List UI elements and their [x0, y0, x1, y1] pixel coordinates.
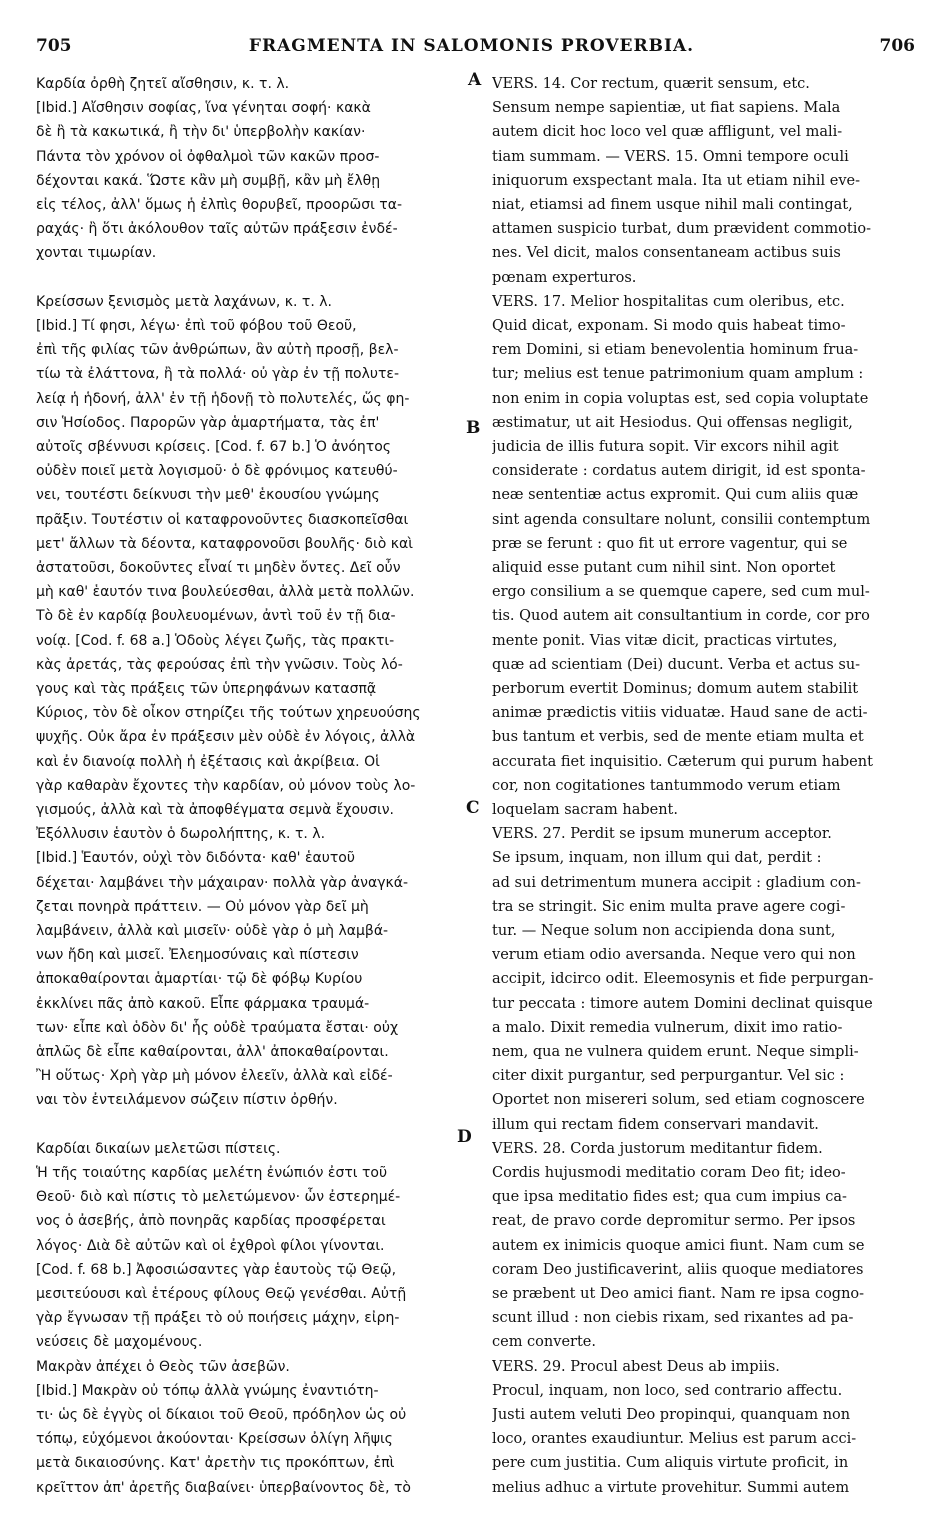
greek-text-line: τίω τὰ ἐλάττονα, ἢ τὰ πολλά· οὐ γὰρ ἐν τῇ πολυτε-	[36, 366, 400, 383]
greek-text-line: των· εἶπε καὶ ὁδὸν δι' ἧς οὐδὲ τραύματα ἔσται· οὐχ	[36, 1019, 399, 1036]
page-number-left: 705	[36, 36, 72, 56]
latin-text-line: citer dixit purgantur, sed perpurgantur. Vel sic :	[492, 1068, 845, 1085]
latin-text-line: considerate : cordatus autem dirigit, id est sponta-	[492, 463, 866, 480]
latin-text-line: perborum evertit Dominus; domum autem stabilit	[492, 681, 859, 697]
greek-text-line: Πάντα τὸν χρόνον οἱ ὀφθαλμοὶ τῶν κακῶν προσ-	[36, 148, 380, 165]
greek-text-line: ἐπὶ τῆς φιλίας τῶν ἀνθρώπων, ἂν αὐτὴ προσῇ, βελ-	[36, 342, 399, 359]
latin-text-line: attamen suspicio turbat, dum prævident commotio-	[492, 221, 871, 238]
greek-text-line: γους καὶ τὰς πράξεις τῶν ὑπερηφάνων κατασπᾷ	[36, 681, 377, 697]
greek-text-line: δέχεται· λαμβάνει τὴν μάχαιραν· πολλὰ γὰρ ἀναγκά-	[36, 874, 409, 891]
latin-text-line: VERS. 29. Procul abest Deus ab impiis.	[492, 1358, 780, 1375]
greek-text-line: γὰρ ἔγνωσαν τῇ πράξει τὸ οὐ ποιήσεις μάχην, εἰρη-	[36, 1310, 400, 1327]
latin-text-line: scunt illud : non ciebis rixam, sed rixantes ad pa-	[492, 1310, 854, 1327]
greek-text-line: χονται τιμωρίαν.	[36, 245, 157, 262]
greek-text-line: μετ' ἄλλων τὰ δέοντα, καταφρονοῦσι βουλῆς· διὸ καὶ	[36, 535, 413, 552]
latin-text-line: animæ prædictis vitiis viduatæ. Haud sane de acti-	[492, 705, 868, 722]
latin-text-line: Sensum nempe sapientiæ, ut fiat sapiens. Mala	[492, 100, 841, 117]
greek-text-line: [Ibid.] Αἴσθησιν σοφίας, ἵνα γένηται σοφή· κακὰ	[36, 100, 371, 117]
latin-text-line: que ipsa meditatio fides est; qua cum impius ca-	[492, 1189, 847, 1206]
latin-text-line: reat, de pravo corde depromitur sermo. Per ipsos	[492, 1213, 856, 1230]
greek-text-line: ἁπλῶς δὲ εἶπε καθαίρονται, ἀλλ' ἀποκαθαίρονται.	[36, 1044, 389, 1060]
greek-text-line: μὴ καθ' ἑαυτόν τινα βουλεύεσθαι, ἀλλὰ μετὰ πολλῶν.	[36, 584, 415, 601]
greek-text-line: Θεοῦ· διὸ καὶ πίστις τὸ μελετώμενον· ὧν ἐστερημέ-	[36, 1189, 401, 1206]
greek-text-line: [Ibid.] Ἑαυτόν, οὐχὶ τὸν διδόντα· καθ' ἑαυτοῦ	[36, 850, 355, 867]
greek-text-line: τόπῳ, εὐχόμενοι ἀκούονται· Κρείσσων ὀλίγη λῆψις	[36, 1431, 393, 1448]
latin-text-line: cor, non cogitationes tantummodo verum etiam	[492, 777, 841, 794]
latin-text-line: illum qui rectam fidem conservari mandavit.	[492, 1116, 819, 1133]
latin-text-line: iniquorum exspectant mala. Ita ut etiam nihil eve-	[492, 172, 861, 189]
section-marker-b: B	[466, 418, 481, 438]
greek-text-line: λόγος· Διὰ δὲ αὐτῶν καὶ οἱ ἐχθροὶ φίλοι γίνονται.	[36, 1237, 385, 1254]
latin-text-line: mente ponit. Vias vitæ dicit, practicas virtutes,	[492, 632, 838, 649]
latin-text-line: verum etiam odio aversanda. Neque vero qui non	[492, 947, 856, 964]
greek-text-line: Καρδίαι δικαίων μελετῶσι πίστεις.	[36, 1140, 281, 1157]
latin-text-line: præ se ferunt : quo fit ut errore vagentur, qui se	[492, 535, 848, 552]
latin-text-line: coram Deo justificaverint, aliis quoque mediatores	[492, 1261, 864, 1278]
greek-text-line: κὰς ἀρετάς, τὰς φερούσας ἐπὶ τὴν γνῶσιν. Τοὺς λό-	[36, 656, 403, 673]
latin-text-line: Quid dicat, exponam. Si modo quis habeat timo-	[492, 318, 846, 334]
greek-text-line: μετὰ δικαιοσύνης. Κατ' ἀρετὴν τις προκόπτων, ἐπὶ	[36, 1455, 395, 1472]
greek-text-line: νεύσεις δὲ μαχομένους.	[36, 1334, 203, 1351]
greek-text-line: Ἡ τῆς τοιαύτης καρδίας μελέτη ἐνώπιόν ἐστι τοῦ	[36, 1165, 388, 1181]
greek-text-line: αὐτοῖς σβέννυσι κρίσεις. [Cod. f. 67 b.] Ὁ ἀνόητος	[36, 439, 392, 455]
greek-text-line: τι· ὡς δὲ ἐγγὺς οἱ δίκαιοι τοῦ Θεοῦ, πρόδηλον ὡς οὐ	[36, 1407, 407, 1423]
greek-text-line: ἀστατοῦσι, δοκοῦντες εἶναί τι μηδὲν ὄντες. Δεῖ οὖν	[36, 560, 401, 576]
section-marker-c: C	[466, 798, 480, 818]
latin-text-line: Justi autem veluti Deo propinqui, quanquam non	[492, 1407, 851, 1423]
section-marker-d: D	[457, 1127, 472, 1147]
latin-text-line: loquelam sacram habent.	[492, 802, 678, 818]
latin-text-line: non enim in copia voluptas est, sed copia voluptate	[492, 390, 869, 407]
greek-text-line: [Ibid.] Τί φησι, λέγω· ἐπὶ τοῦ φόβου τοῦ Θεοῦ,	[36, 318, 357, 334]
greek-text-line: ναι τὸν ἐντειλάμενον σώζειν πίστιν ὀρθήν.	[36, 1092, 338, 1109]
greek-text-line: Ἐξόλλυσιν ἑαυτὸν ὁ δωρολήπτης, κ. τ. λ.	[36, 826, 326, 843]
greek-text-line: Καρδία ὀρθὴ ζητεῖ αἴσθησιν, κ. τ. λ.	[36, 76, 290, 92]
greek-text-line: Ἢ οὕτως· Χρὴ γὰρ μὴ μόνον ἐλεεῖν, ἀλλὰ καὶ εἰδέ-	[36, 1068, 393, 1085]
greek-text-line: Τὸ δὲ ἐν καρδίᾳ βουλευομένων, ἀντὶ τοῦ ἐν τῇ δια-	[36, 608, 396, 625]
latin-text-line: niat, etiamsi ad finem usque nihil mali contingat,	[492, 197, 853, 213]
latin-text-line: neæ sententiæ actus expromit. Qui cum aliis quæ	[492, 487, 859, 504]
latin-text-line: VERS. 14. Cor rectum, quærit sensum, etc.	[492, 76, 810, 92]
greek-text-line: εἰς τέλος, ἀλλ' ὅμως ἡ ἐλπὶς θορυβεῖ, προορῶσι τα-	[36, 197, 402, 213]
latin-text-line: VERS. 17. Melior hospitalitas cum oleribus, etc.	[492, 293, 845, 310]
greek-text-line: καὶ ἐν διανοίᾳ πολλὴ ἡ ἐξέτασις καὶ ἀκρίβεια. Οἱ	[36, 753, 380, 770]
latin-text-line: tur; melius est tenue patrimonium quam amplum :	[492, 366, 864, 383]
greek-text-line: γὰρ καθαρὰν ἔχοντες τὴν καρδίαν, οὐ μόνον τοὺς λο-	[36, 777, 416, 794]
latin-text-line: accurata fiet inquisitio. Cæterum qui purum habent	[492, 753, 873, 770]
latin-text-line: tiam summam. — VERS. 15. Omni tempore oculi	[492, 148, 849, 165]
page-header	[0, 36, 943, 60]
latin-text-line: judicia de illis futura sopit. Vir excors nihil agit	[492, 439, 839, 455]
greek-text-line: πρᾶξιν. Τουτέστιν οἱ καταφρονοῦντες διασκοπεῖσθαι	[36, 511, 409, 528]
latin-text-line: nem, qua ne vulnera quidem erunt. Neque simpli-	[492, 1044, 859, 1060]
latin-text-line: pœnam experturos.	[492, 269, 637, 286]
latin-text-line: melius adhuc a virtute provehitur. Summi autem	[492, 1479, 850, 1496]
greek-text-line: οὐδὲν ποιεῖ μετὰ λογισμοῦ· ὁ δὲ φρόνιμος κατευθύ-	[36, 463, 398, 480]
greek-text-line: σιν Ἡσίοδος. Παρορῶν γὰρ ἁμαρτήματα, τὰς ἐπ'	[36, 414, 380, 431]
latin-text-line: cem converte.	[492, 1334, 596, 1351]
latin-text-line: rem Domini, si etiam benevolentia hominum frua-	[492, 342, 859, 359]
greek-text-line: λαμβάνειν, ἀλλὰ καὶ μισεῖν· οὐδὲ γὰρ ὁ μὴ λαμβά-	[36, 923, 389, 939]
latin-text-line: tra se stringit. Sic enim multa prave agere cogi-	[492, 898, 846, 915]
latin-text-line: autem dicit hoc loco vel quæ affligunt, vel mali-	[492, 124, 843, 141]
latin-text-line: bus tantum et verbis, sed de mente etiam multa et	[492, 729, 864, 746]
section-marker-a: A	[468, 70, 482, 90]
latin-text-line: Procul, inquam, non loco, sed contrario affectu.	[492, 1382, 843, 1399]
greek-text-line: ἐκκλίνει πᾶς ἀπὸ κακοῦ. Εἶπε φάρμακα τραυμά-	[36, 995, 370, 1012]
greek-text-line: γισμούς, ἀλλὰ καὶ τὰ ἀποφθέγματα σεμνὰ ἔχουσιν.	[36, 802, 395, 818]
latin-text-line: VERS. 28. Corda justorum meditantur fidem.	[492, 1140, 823, 1157]
greek-text-line: ραχάς· ἢ ὅτι ἀκόλουθον ταῖς αὐτῶν πράξεσιν ἐνδέ-	[36, 221, 398, 238]
latin-text-line: aliquid esse putant cum nihil sint. Non oportet	[492, 560, 836, 576]
latin-text-line: Se ipsum, inquam, non illum qui dat, perdit :	[492, 850, 822, 867]
greek-text-line: Κύριος, τὸν δὲ οἶκον στηρίζει τῆς τούτων χηρευούσης	[36, 705, 421, 722]
latin-text-line: se præbent ut Deo amici fiant. Nam re ipsa cogno-	[492, 1286, 865, 1302]
greek-text-line: δέχονται κακά. Ὥστε κἂν μὴ συμβῇ, κἂν μὴ ἔλθῃ	[36, 172, 381, 189]
latin-text-line: sint agenda consultare nolunt, consilii contemptum	[492, 511, 871, 528]
running-title: FRAGMENTA IN SALOMONIS PROVERBIA.	[248, 36, 695, 56]
greek-text-line: κρεῖττον ἀπ' ἀρετῆς διαβαίνει· ὑπερβαίνοντος δὲ, τὸ	[36, 1479, 411, 1496]
latin-text-line: nes. Vel dicit, malos consentaneam actibus suis	[492, 245, 841, 262]
latin-text-line: accipit, idcirco odit. Eleemosynis et fide perpurgan-	[492, 971, 874, 988]
latin-text-line: tur. — Neque solum non accipienda dona sunt,	[492, 923, 836, 939]
greek-text-line: [Ibid.] Μακρὰν οὐ τόπῳ ἀλλὰ γνώμης ἐναντιότη-	[36, 1382, 379, 1399]
latin-text-line: ad sui detrimentum munera accipit : gladium con-	[492, 874, 861, 891]
page-number-right: 706	[879, 36, 915, 56]
latin-text-line: æstimatur, ut ait Hesiodus. Qui offensas negligit,	[492, 414, 853, 431]
greek-text-line: ἀποκαθαίρονται ἁμαρτίαι· τῷ δὲ φόβῳ Κυρίου	[36, 971, 363, 988]
latin-text-line: tis. Quod autem ait consultantium in corde, cor pro	[492, 608, 870, 625]
latin-text-line: VERS. 27. Perdit se ipsum munerum acceptor.	[492, 826, 832, 843]
latin-text-line: a malo. Dixit remedia vulnerum, dixit imo ratio-	[492, 1019, 843, 1036]
latin-text-line: pere cum justitia. Cum aliquis virtute proficit, in	[492, 1455, 849, 1472]
greek-text-line: δὲ ἢ τὰ κακωτικά, ἢ τὴν δι' ὑπερβολὴν κακίαν·	[36, 124, 366, 141]
greek-text-line: ψυχῆς. Οὐκ ἄρα ἐν πράξεσιν μὲν οὐδὲ ἐν λόγοις, ἀλλὰ	[36, 729, 416, 746]
latin-text-line: loco, orantes exaudiuntur. Melius est parum acci-	[492, 1431, 857, 1448]
greek-text-line: νος ὁ ἀσεβής, ἀπὸ πονηρᾶς καρδίας προσφέρεται	[36, 1213, 386, 1230]
greek-text-line: [Cod. f. 68 b.] Ἀφοσιώσαντες γὰρ ἑαυτοὺς τῷ Θεῷ,	[36, 1261, 397, 1278]
latin-text-line: Oportet non misereri solum, sed etiam cognoscere	[492, 1092, 865, 1109]
greek-text-line: νοίᾳ. [Cod. f. 68 a.] Ὁδοὺς λέγει ζωῆς, τὰς πρακτι-	[36, 632, 395, 649]
latin-text-line: autem ex inimicis quoque amici fiunt. Nam cum se	[492, 1237, 865, 1254]
latin-text-line: ergo consilium a se quemque capere, sed cum mul-	[492, 584, 870, 601]
greek-text-line: Κρείσσων ξενισμὸς μετὰ λαχάνων, κ. τ. λ.	[36, 293, 332, 310]
latin-text-line: tur peccata : timore autem Domini declinat quisque	[492, 995, 873, 1012]
latin-text-line: Cordis hujusmodi meditatio coram Deo fit; ideo-	[492, 1165, 846, 1181]
greek-text-line: ζεται πονηρὰ πράττειν. — Οὐ μόνον γὰρ δεῖ μὴ	[36, 898, 369, 915]
greek-text-line: λείᾳ ἡ ἡδονή, ἀλλ' ἐν τῇ ἡδονῇ τὸ πολυτελές, ὥς φη-	[36, 390, 410, 407]
greek-text-line: μεσιτεύουσι καὶ ἑτέρους φίλους Θεῷ γενέσθαι. Αὐτῇ	[36, 1286, 407, 1302]
greek-text-line: νει, τουτέστι δείκνυσι τὴν μεθ' ἑκουσίου γνώμης	[36, 487, 380, 504]
latin-text-line: quæ ad scientiam (Dei) ducunt. Verba et actus su-	[492, 656, 861, 673]
greek-text-line: νων ἤδη καὶ μισεῖ. Ἐλεημοσύναις καὶ πίστεσιν	[36, 947, 359, 964]
greek-text-line: Μακρὰν ἀπέχει ὁ Θεὸς τῶν ἀσεβῶν.	[36, 1358, 290, 1375]
